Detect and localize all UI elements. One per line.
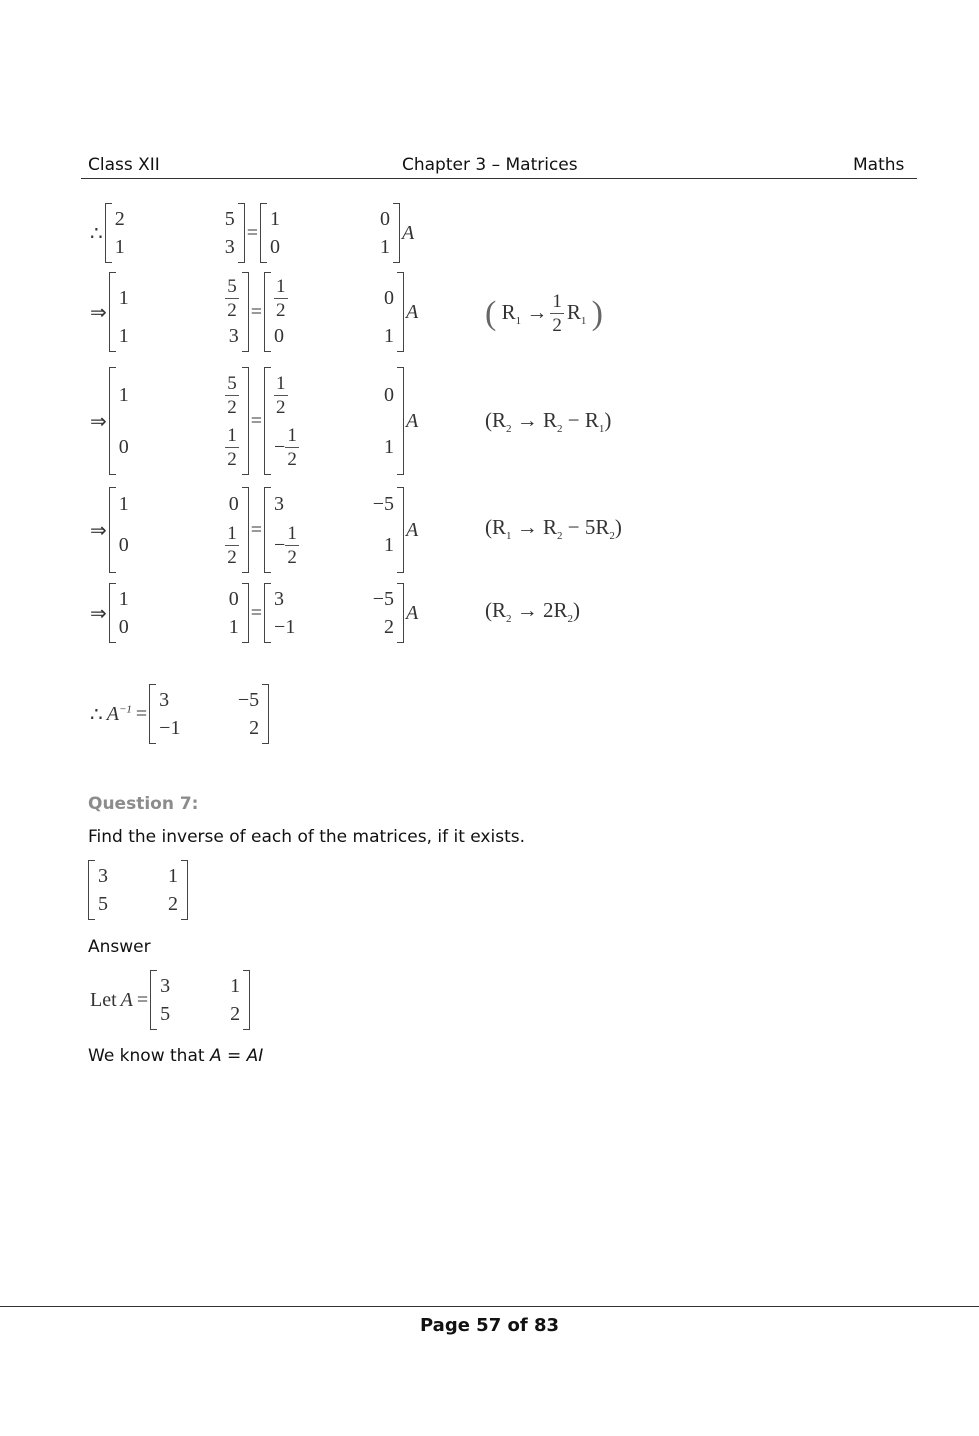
matrix-a-label: A bbox=[406, 409, 419, 432]
matrix-cell: 1 bbox=[118, 492, 129, 515]
matrix-a-label: A bbox=[406, 300, 419, 323]
matrix-cell: 0 bbox=[228, 587, 239, 610]
therefore-symbol: ∴ bbox=[90, 222, 103, 245]
matrix-cell: 3 bbox=[98, 864, 108, 887]
we-know-text: We know that bbox=[88, 1046, 205, 1066]
matrix-a-label: A bbox=[406, 518, 419, 541]
equals-sign: = bbox=[135, 702, 148, 725]
matrix-cell: − $\frac{1}{2}$ bbox=[274, 522, 297, 568]
matrix-cell: − $\frac{1}{2}$ bbox=[274, 424, 297, 470]
matrix-a-label: A bbox=[406, 601, 419, 624]
step-5 bbox=[88, 583, 420, 643]
matrix-cell: $\frac{1}{2}$ bbox=[227, 522, 237, 568]
header-chapter: Chapter 3 – Matrices bbox=[402, 155, 578, 175]
page-number: Page 57 of 83 bbox=[419, 1315, 560, 1336]
rhs-matrix bbox=[264, 487, 404, 573]
matrix-cell: −5 bbox=[237, 688, 260, 711]
matrix-cell: −1 bbox=[159, 716, 181, 739]
matrix-cell: −5 bbox=[372, 492, 395, 515]
inverse-result bbox=[88, 684, 269, 744]
rhs-matrix bbox=[264, 272, 404, 352]
matrix-cell: 3 bbox=[274, 492, 285, 515]
footer-rule bbox=[0, 1306, 979, 1307]
matrix-cell: 5 bbox=[224, 207, 235, 230]
let-text: Let bbox=[90, 988, 117, 1011]
inverse-label: $A^{-1}$ bbox=[106, 702, 132, 725]
rhs-matrix bbox=[264, 583, 404, 643]
equals-sign: = bbox=[250, 518, 263, 541]
implies-symbol: ⇒ bbox=[90, 519, 107, 542]
matrix-cell: 0 bbox=[118, 435, 129, 458]
question-title: Question 7: bbox=[88, 794, 199, 814]
matrix-cell: 1 bbox=[380, 235, 391, 258]
matrix-cell: 2 bbox=[230, 1002, 241, 1025]
equals-sign: = bbox=[246, 221, 259, 244]
equals-sign: = bbox=[136, 988, 149, 1011]
implies-symbol: ⇒ bbox=[90, 301, 107, 324]
equals-sign: = bbox=[250, 300, 263, 323]
matrix-cell: $\frac{1}{2}$ bbox=[276, 372, 286, 418]
equation-rhs: AI bbox=[246, 1046, 264, 1066]
matrix-cell: 1 bbox=[230, 974, 241, 997]
answer-label: Answer bbox=[88, 937, 151, 957]
question-matrix-row bbox=[88, 860, 188, 920]
matrix-cell: 0 bbox=[384, 286, 395, 309]
matrix-cell: $\frac{5}{2}$ bbox=[227, 275, 237, 321]
matrix-cell: 1 bbox=[118, 383, 129, 406]
matrix-cell: 3 bbox=[274, 587, 285, 610]
matrix-cell: $\frac{1}{2}$ bbox=[227, 424, 237, 470]
let-matrix bbox=[150, 970, 250, 1030]
step-3 bbox=[88, 367, 420, 475]
question-matrix bbox=[88, 860, 188, 920]
step-1 bbox=[88, 203, 416, 263]
header-class: Class XII bbox=[88, 155, 160, 175]
matrix-cell: 0 bbox=[384, 383, 395, 406]
we-know-statement bbox=[88, 1046, 263, 1066]
matrix-cell: 1 bbox=[118, 286, 129, 309]
row-operation-4: $(R_2 \to 2R_2)$ bbox=[485, 598, 581, 626]
equals-sign: = bbox=[250, 601, 263, 624]
matrix-cell: 3 bbox=[160, 974, 171, 997]
row-operation-2: $(R_2 \to R_2 - R_1)$ bbox=[485, 408, 612, 436]
matrix-cell: 3 bbox=[228, 324, 239, 347]
matrix-cell: 1 bbox=[384, 533, 395, 556]
step-2 bbox=[88, 272, 420, 352]
lhs-matrix bbox=[109, 367, 249, 475]
step-4 bbox=[88, 487, 420, 573]
matrix-cell: 1 bbox=[118, 324, 129, 347]
matrix-cell: $\frac{5}{2}$ bbox=[227, 372, 237, 418]
matrix-cell: 0 bbox=[270, 235, 281, 258]
matrix-cell: 1 bbox=[114, 235, 125, 258]
matrix-cell: 3 bbox=[224, 235, 235, 258]
question-text: Find the inverse of each of the matrices, if it exists. bbox=[88, 827, 526, 847]
header-subject: Maths bbox=[853, 155, 905, 175]
matrix-a-label: A bbox=[402, 221, 415, 244]
rhs-matrix bbox=[264, 367, 404, 475]
lhs-matrix bbox=[109, 272, 249, 352]
matrix-cell: 0 bbox=[380, 207, 391, 230]
header-rule bbox=[81, 178, 917, 179]
lhs-matrix bbox=[109, 583, 249, 643]
matrix-cell: 2 bbox=[168, 892, 178, 915]
let-a-definition bbox=[88, 970, 250, 1030]
matrix-cell: 2 bbox=[384, 615, 395, 638]
matrix-cell: 0 bbox=[118, 533, 129, 556]
lhs-matrix bbox=[105, 203, 245, 263]
row-operation-3: $(R_1 \to R_2 - 5R_2)$ bbox=[485, 515, 622, 543]
implies-symbol: ⇒ bbox=[90, 602, 107, 625]
matrix-cell: 5 bbox=[98, 892, 108, 915]
matrix-cell: 3 bbox=[159, 688, 170, 711]
row-operation-1: ( $R_1$ → $\frac{1}{2}$ $R_1$ ) bbox=[485, 291, 603, 336]
equals-sign: = bbox=[250, 409, 263, 432]
matrix-cell: 1 bbox=[118, 587, 129, 610]
inverse-matrix bbox=[149, 684, 269, 744]
lhs-matrix bbox=[109, 487, 249, 573]
equation-lhs: A bbox=[209, 1046, 222, 1066]
equation-op: = bbox=[226, 1046, 242, 1066]
implies-symbol: ⇒ bbox=[90, 410, 107, 433]
rhs-matrix bbox=[260, 203, 400, 263]
matrix-cell: 0 bbox=[118, 615, 129, 638]
matrix-cell: −1 bbox=[274, 615, 296, 638]
matrix-cell: 1 bbox=[384, 435, 395, 458]
matrix-cell: 0 bbox=[228, 492, 239, 515]
matrix-cell: 0 bbox=[274, 324, 285, 347]
matrix-cell: $\frac{1}{2}$ bbox=[276, 275, 286, 321]
matrix-cell: −5 bbox=[372, 587, 395, 610]
matrix-cell: 1 bbox=[384, 324, 395, 347]
matrix-cell: 1 bbox=[228, 615, 239, 638]
therefore-symbol: ∴ bbox=[90, 703, 103, 726]
matrix-cell: 1 bbox=[270, 207, 281, 230]
matrix-cell: 2 bbox=[114, 207, 125, 230]
let-var: A bbox=[120, 988, 133, 1011]
matrix-cell: 1 bbox=[168, 864, 178, 887]
matrix-cell: 5 bbox=[160, 1002, 171, 1025]
matrix-cell: 2 bbox=[249, 716, 260, 739]
